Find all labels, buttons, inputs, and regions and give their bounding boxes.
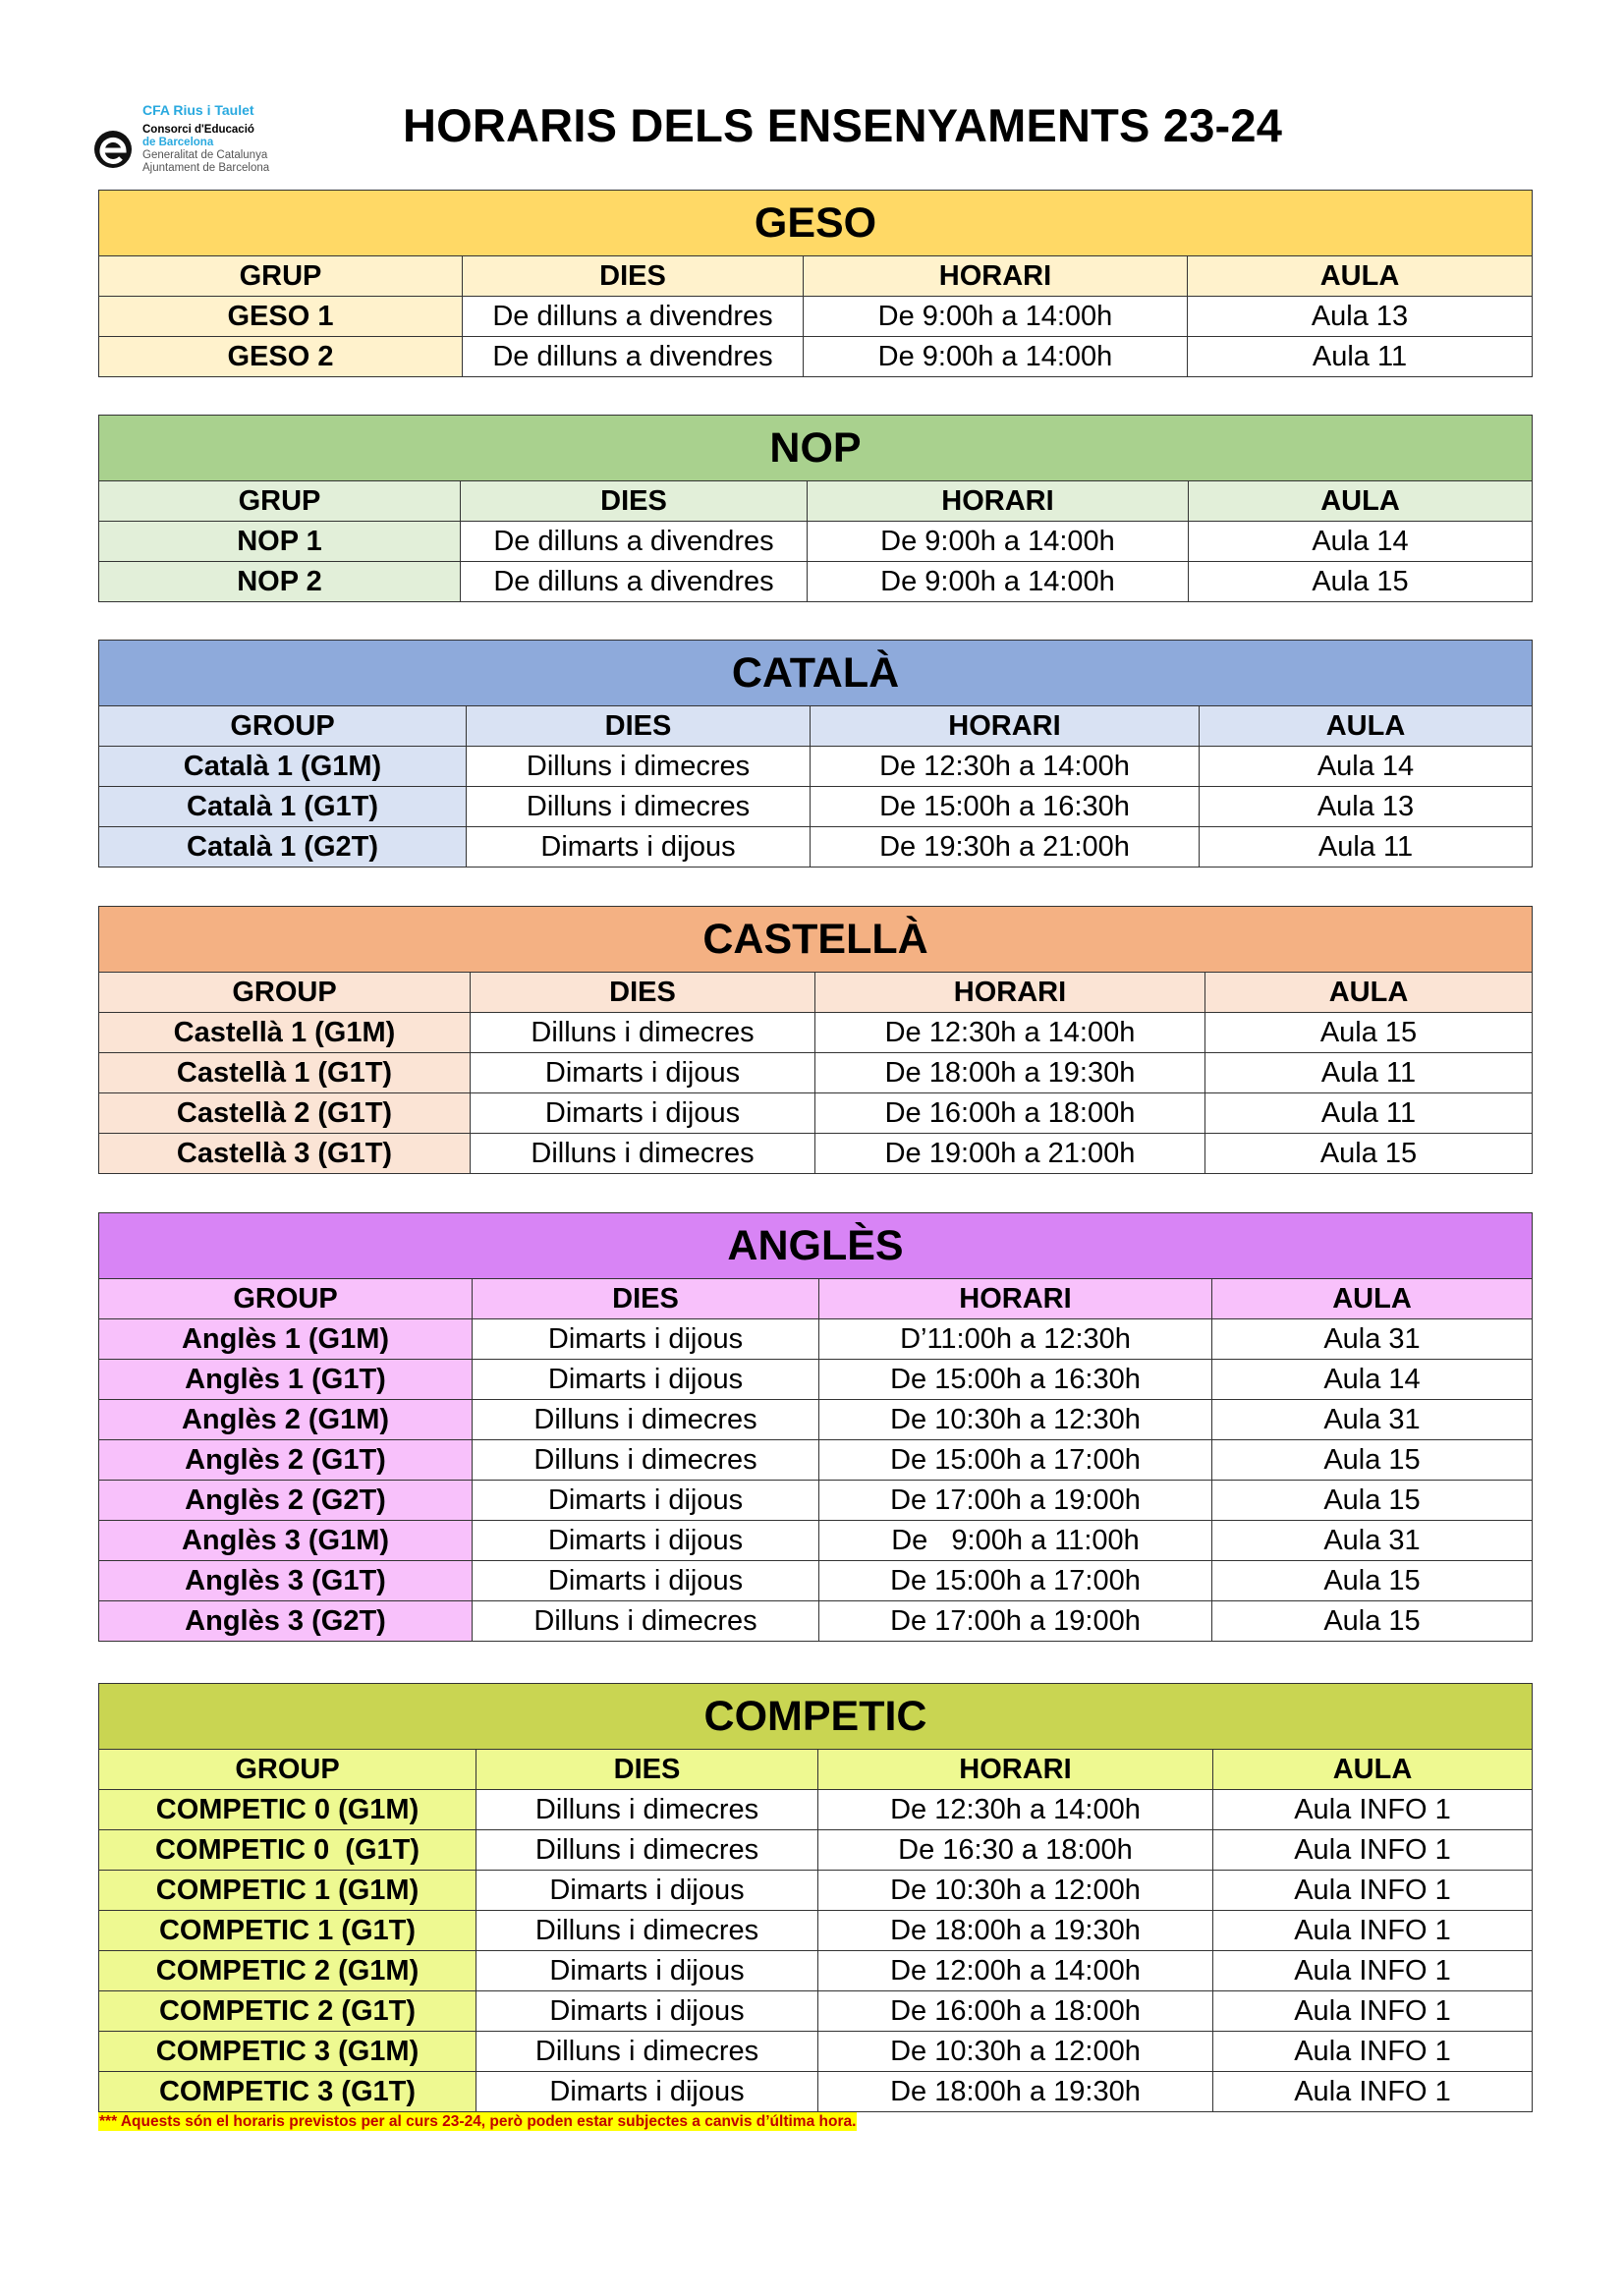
column-header: AULA bbox=[1205, 973, 1533, 1013]
schedule-cell: De 18:00h a 19:30h bbox=[818, 1911, 1213, 1951]
schedule-cell: De 15:00h a 17:00h bbox=[819, 1561, 1212, 1601]
section-title: GESO bbox=[99, 191, 1533, 256]
schedule-cell: De 9:00h a 14:00h bbox=[804, 337, 1188, 377]
days-cell: Dimarts i dijous bbox=[476, 1991, 818, 2032]
column-header: AULA bbox=[1200, 706, 1533, 747]
section-title: COMPETIC bbox=[99, 1684, 1533, 1750]
classroom-cell: Aula INFO 1 bbox=[1213, 2032, 1533, 2072]
days-cell: Dilluns i dimecres bbox=[473, 1440, 819, 1481]
classroom-cell: Aula 14 bbox=[1200, 747, 1533, 787]
section-title: CATALÀ bbox=[99, 641, 1533, 706]
column-header: GROUP bbox=[99, 973, 471, 1013]
table-row bbox=[99, 1871, 1533, 1911]
schedule-cell: De 19:00h a 21:00h bbox=[815, 1134, 1205, 1174]
schedule-cell: De 12:30h a 14:00h bbox=[811, 747, 1200, 787]
classroom-cell: Aula 11 bbox=[1205, 1053, 1533, 1093]
days-cell: Dimarts i dijous bbox=[476, 1871, 818, 1911]
table-row bbox=[99, 562, 1533, 602]
table-row bbox=[99, 1561, 1533, 1601]
table-row bbox=[99, 1053, 1533, 1093]
table-row bbox=[99, 1521, 1533, 1561]
table-row bbox=[99, 1013, 1533, 1053]
table-row bbox=[99, 787, 1533, 827]
section-title: ANGLÈS bbox=[99, 1213, 1533, 1279]
group-cell: Anglès 3 (G1M) bbox=[99, 1521, 473, 1561]
days-cell: De dilluns a divendres bbox=[461, 562, 808, 602]
group-cell: COMPETIC 3 (G1M) bbox=[99, 2032, 476, 2072]
schedule-cell: De 10:30h a 12:30h bbox=[819, 1400, 1212, 1440]
column-header: AULA bbox=[1212, 1279, 1533, 1319]
days-cell: Dilluns i dimecres bbox=[473, 1400, 819, 1440]
table-row bbox=[99, 2072, 1533, 2112]
table-row bbox=[99, 1400, 1533, 1440]
schedule-cell: De 16:00h a 18:00h bbox=[815, 1093, 1205, 1134]
schedule-cell: De 12:30h a 14:00h bbox=[815, 1013, 1205, 1053]
group-cell: Castellà 1 (G1T) bbox=[99, 1053, 471, 1093]
days-cell: Dilluns i dimecres bbox=[467, 787, 811, 827]
days-cell: Dilluns i dimecres bbox=[467, 747, 811, 787]
classroom-cell: Aula INFO 1 bbox=[1213, 1830, 1533, 1871]
column-header: GRUP bbox=[99, 256, 463, 297]
column-header-row bbox=[99, 481, 1533, 522]
nop-schedule-table bbox=[98, 415, 1533, 602]
castella-schedule-table bbox=[98, 906, 1533, 1174]
days-cell: Dilluns i dimecres bbox=[471, 1134, 815, 1174]
schedule-cell: De 17:00h a 19:00h bbox=[819, 1481, 1212, 1521]
days-cell: Dimarts i dijous bbox=[473, 1319, 819, 1360]
days-cell: Dilluns i dimecres bbox=[476, 2032, 818, 2072]
table-row bbox=[99, 1319, 1533, 1360]
table-row bbox=[99, 1951, 1533, 1991]
angles-schedule-table bbox=[98, 1212, 1533, 1642]
group-cell: Anglès 1 (G1T) bbox=[99, 1360, 473, 1400]
group-cell: COMPETIC 0 (G1T) bbox=[99, 1830, 476, 1871]
logo-brand: CFA Rius i Taulet bbox=[142, 102, 254, 118]
classroom-cell: Aula INFO 1 bbox=[1213, 1951, 1533, 1991]
column-header: AULA bbox=[1188, 256, 1533, 297]
group-cell: COMPETIC 0 (G1M) bbox=[99, 1790, 476, 1830]
column-header: HORARI bbox=[819, 1279, 1212, 1319]
logo-organization bbox=[142, 124, 269, 175]
group-cell: Anglès 2 (G1M) bbox=[99, 1400, 473, 1440]
days-cell: Dimarts i dijous bbox=[471, 1093, 815, 1134]
days-cell: Dimarts i dijous bbox=[471, 1053, 815, 1093]
logo-org-line: Ajuntament de Barcelona bbox=[142, 162, 270, 174]
days-cell: De dilluns a divendres bbox=[463, 297, 804, 337]
classroom-cell: Aula 13 bbox=[1188, 297, 1533, 337]
column-header: GROUP bbox=[99, 706, 467, 747]
logo-org-line: Generalitat de Catalunya bbox=[142, 149, 268, 161]
group-cell: NOP 1 bbox=[99, 522, 461, 562]
table-row bbox=[99, 747, 1533, 787]
group-cell: Anglès 3 (G2T) bbox=[99, 1601, 473, 1642]
table-row bbox=[99, 297, 1533, 337]
schedule-cell: D’11:00h a 12:30h bbox=[819, 1319, 1212, 1360]
geso-schedule-table bbox=[98, 190, 1533, 377]
days-cell: Dimarts i dijous bbox=[473, 1360, 819, 1400]
schedule-cell: De 10:30h a 12:00h bbox=[818, 2032, 1213, 2072]
days-cell: De dilluns a divendres bbox=[461, 522, 808, 562]
group-cell: GESO 2 bbox=[99, 337, 463, 377]
schedule-cell: De 9:00h a 14:00h bbox=[808, 522, 1189, 562]
group-cell: Català 1 (G2T) bbox=[99, 827, 467, 868]
days-cell: Dilluns i dimecres bbox=[476, 1790, 818, 1830]
group-cell: COMPETIC 1 (G1M) bbox=[99, 1871, 476, 1911]
table-row bbox=[99, 337, 1533, 377]
catala-schedule-table bbox=[98, 640, 1533, 868]
logo bbox=[93, 98, 280, 185]
column-header: DIES bbox=[461, 481, 808, 522]
classroom-cell: Aula 15 bbox=[1212, 1440, 1533, 1481]
table-row bbox=[99, 1830, 1533, 1871]
column-header: GRUP bbox=[99, 481, 461, 522]
group-cell: Anglès 3 (G1T) bbox=[99, 1561, 473, 1601]
days-cell: Dilluns i dimecres bbox=[476, 1830, 818, 1871]
column-header: DIES bbox=[463, 256, 804, 297]
column-header-row bbox=[99, 1279, 1533, 1319]
table-row bbox=[99, 1601, 1533, 1642]
schedule-cell: De 9:00h a 11:00h bbox=[819, 1521, 1212, 1561]
classroom-cell: Aula 15 bbox=[1212, 1561, 1533, 1601]
days-cell: Dimarts i dijous bbox=[473, 1521, 819, 1561]
group-cell: COMPETIC 2 (G1T) bbox=[99, 1991, 476, 2032]
column-header: HORARI bbox=[818, 1750, 1213, 1790]
group-cell: Anglès 2 (G1T) bbox=[99, 1440, 473, 1481]
column-header-row bbox=[99, 706, 1533, 747]
table-row bbox=[99, 1481, 1533, 1521]
table-row bbox=[99, 1790, 1533, 1830]
group-cell: COMPETIC 3 (G1T) bbox=[99, 2072, 476, 2112]
classroom-cell: Aula 31 bbox=[1212, 1319, 1533, 1360]
group-cell: Castellà 3 (G1T) bbox=[99, 1134, 471, 1174]
schedule-cell: De 18:00h a 19:30h bbox=[818, 2072, 1213, 2112]
competic-schedule-table bbox=[98, 1683, 1533, 2112]
classroom-cell: Aula 31 bbox=[1212, 1521, 1533, 1561]
classroom-cell: Aula 11 bbox=[1188, 337, 1533, 377]
column-header: AULA bbox=[1189, 481, 1533, 522]
consorci-e-logo-icon bbox=[93, 130, 133, 169]
group-cell: COMPETIC 2 (G1M) bbox=[99, 1951, 476, 1991]
days-cell: Dimarts i dijous bbox=[473, 1561, 819, 1601]
table-row bbox=[99, 827, 1533, 868]
schedule-cell: De 15:00h a 16:30h bbox=[819, 1360, 1212, 1400]
column-header-row bbox=[99, 1750, 1533, 1790]
classroom-cell: Aula 15 bbox=[1205, 1134, 1533, 1174]
group-cell: Anglès 1 (G1M) bbox=[99, 1319, 473, 1360]
classroom-cell: Aula INFO 1 bbox=[1213, 1871, 1533, 1911]
schedule-cell: De 9:00h a 14:00h bbox=[804, 297, 1188, 337]
column-header: DIES bbox=[476, 1750, 818, 1790]
days-cell: Dimarts i dijous bbox=[476, 2072, 818, 2112]
section-title: CASTELLÀ bbox=[99, 907, 1533, 973]
schedule-cell: De 9:00h a 14:00h bbox=[808, 562, 1189, 602]
table-row bbox=[99, 1093, 1533, 1134]
column-header-row bbox=[99, 973, 1533, 1013]
column-header: GROUP bbox=[99, 1750, 476, 1790]
column-header: HORARI bbox=[811, 706, 1200, 747]
table-row bbox=[99, 1440, 1533, 1481]
table-row bbox=[99, 1134, 1533, 1174]
schedule-cell: De 15:00h a 17:00h bbox=[819, 1440, 1212, 1481]
days-cell: Dimarts i dijous bbox=[467, 827, 811, 868]
group-cell: COMPETIC 1 (G1T) bbox=[99, 1911, 476, 1951]
classroom-cell: Aula INFO 1 bbox=[1213, 1911, 1533, 1951]
column-header: AULA bbox=[1213, 1750, 1533, 1790]
classroom-cell: Aula INFO 1 bbox=[1213, 1991, 1533, 2032]
schedule-cell: De 12:30h a 14:00h bbox=[818, 1790, 1213, 1830]
table-row bbox=[99, 1991, 1533, 2032]
classroom-cell: Aula 15 bbox=[1212, 1601, 1533, 1642]
days-cell: De dilluns a divendres bbox=[463, 337, 804, 377]
column-header: HORARI bbox=[815, 973, 1205, 1013]
classroom-cell: Aula 15 bbox=[1212, 1481, 1533, 1521]
schedule-cell: De 12:00h a 14:00h bbox=[818, 1951, 1213, 1991]
table-row bbox=[99, 1360, 1533, 1400]
column-header: GROUP bbox=[99, 1279, 473, 1319]
column-header: DIES bbox=[473, 1279, 819, 1319]
column-header-row bbox=[99, 256, 1533, 297]
schedule-cell: De 16:30 a 18:00h bbox=[818, 1830, 1213, 1871]
schedule-cell: De 17:00h a 19:00h bbox=[819, 1601, 1212, 1642]
days-cell: Dimarts i dijous bbox=[476, 1951, 818, 1991]
group-cell: Català 1 (G1T) bbox=[99, 787, 467, 827]
section-title: NOP bbox=[99, 416, 1533, 481]
column-header: HORARI bbox=[804, 256, 1188, 297]
column-header: DIES bbox=[471, 973, 815, 1013]
page-title: HORARIS DELS ENSENYAMENTS 23-24 bbox=[403, 99, 1283, 151]
classroom-cell: Aula 11 bbox=[1205, 1093, 1533, 1134]
table-row bbox=[99, 1911, 1533, 1951]
table-row bbox=[99, 2032, 1533, 2072]
schedule-cell: De 19:30h a 21:00h bbox=[811, 827, 1200, 868]
days-cell: Dilluns i dimecres bbox=[476, 1911, 818, 1951]
classroom-cell: Aula INFO 1 bbox=[1213, 2072, 1533, 2112]
classroom-cell: Aula 13 bbox=[1200, 787, 1533, 827]
days-cell: Dilluns i dimecres bbox=[471, 1013, 815, 1053]
schedule-cell: De 10:30h a 12:00h bbox=[818, 1871, 1213, 1911]
schedule-cell: De 18:00h a 19:30h bbox=[815, 1053, 1205, 1093]
column-header: DIES bbox=[467, 706, 811, 747]
days-cell: Dimarts i dijous bbox=[473, 1481, 819, 1521]
classroom-cell: Aula INFO 1 bbox=[1213, 1790, 1533, 1830]
schedule-cell: De 15:00h a 16:30h bbox=[811, 787, 1200, 827]
footnote: *** Aquests són el horaris previstos per al curs 23-24, però poden estar subjectes a canvis d’última hora. bbox=[99, 2113, 857, 2130]
classroom-cell: Aula 15 bbox=[1205, 1013, 1533, 1053]
column-header: HORARI bbox=[808, 481, 1189, 522]
classroom-cell: Aula 14 bbox=[1189, 522, 1533, 562]
group-cell: Castellà 1 (G1M) bbox=[99, 1013, 471, 1053]
group-cell: GESO 1 bbox=[99, 297, 463, 337]
logo-org-line: Consorci d'Educació bbox=[142, 124, 254, 136]
logo-org-line: de Barcelona bbox=[142, 137, 214, 148]
classroom-cell: Aula 14 bbox=[1212, 1360, 1533, 1400]
group-cell: NOP 2 bbox=[99, 562, 461, 602]
classroom-cell: Aula 15 bbox=[1189, 562, 1533, 602]
schedule-cell: De 16:00h a 18:00h bbox=[818, 1991, 1213, 2032]
classroom-cell: Aula 11 bbox=[1200, 827, 1533, 868]
group-cell: Castellà 2 (G1T) bbox=[99, 1093, 471, 1134]
group-cell: Anglès 2 (G2T) bbox=[99, 1481, 473, 1521]
days-cell: Dilluns i dimecres bbox=[473, 1601, 819, 1642]
classroom-cell: Aula 31 bbox=[1212, 1400, 1533, 1440]
table-row bbox=[99, 522, 1533, 562]
group-cell: Català 1 (G1M) bbox=[99, 747, 467, 787]
